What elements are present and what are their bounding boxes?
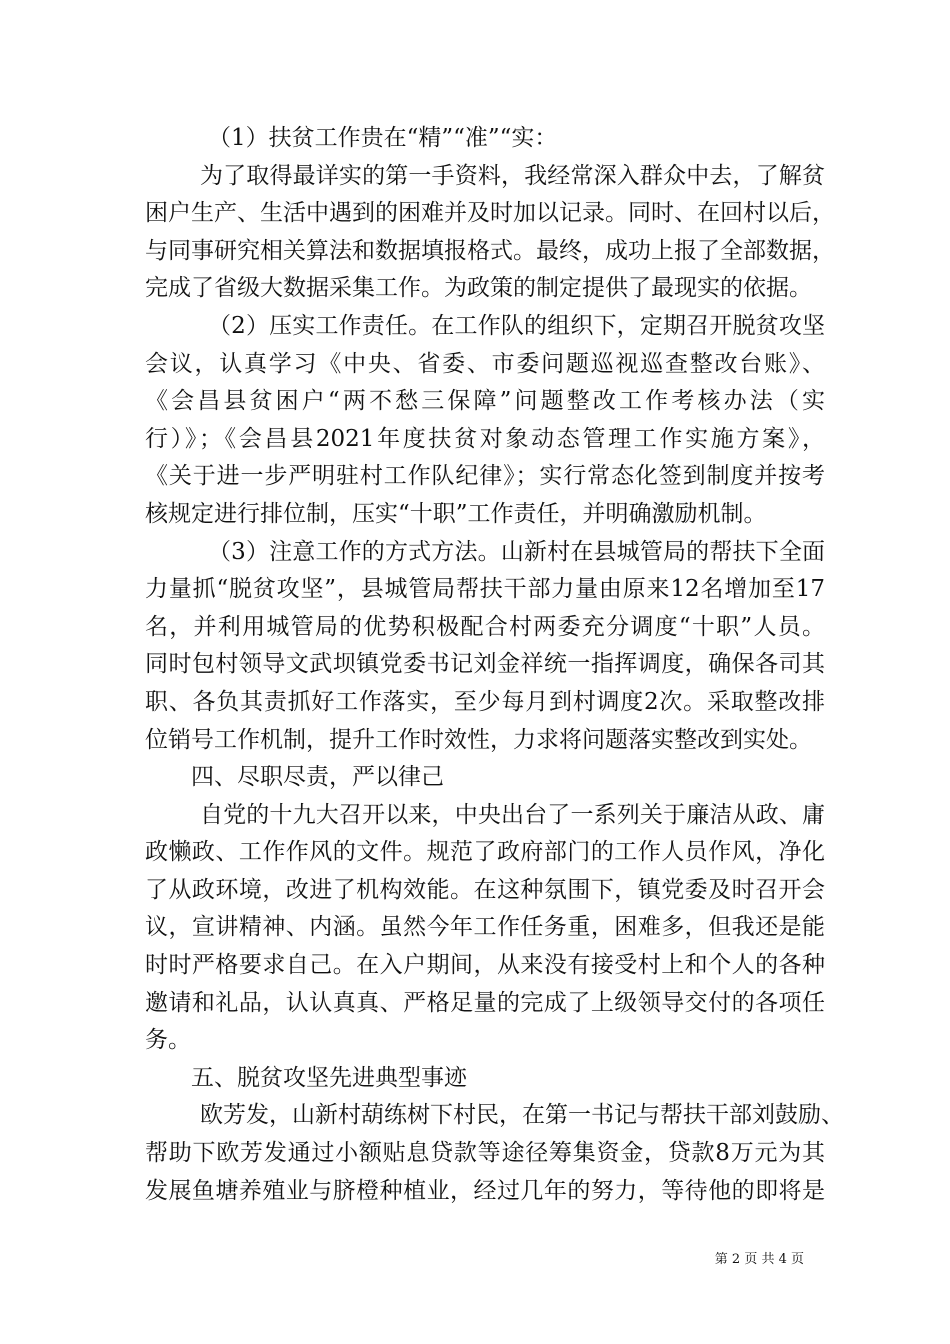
paragraph-line: （2）压实工作责任。在工作队的组织下，定期召开脱贫攻坚 <box>208 312 825 339</box>
paragraph-line: 为了取得最详实的第一手资料，我经常深入群众中去，了解贫 <box>200 162 825 189</box>
paragraph-line: 邀请和礼品，认认真真、严格足量的完成了上级领导交付的各项任 <box>145 989 825 1016</box>
paragraph-line: （3）注意工作的方式方法。山新村在县城管局的帮扶下全面 <box>208 538 825 565</box>
paragraph-line: 完成了省级大数据采集工作。为政策的制定提供了最现实的依据。 <box>145 275 812 302</box>
paragraph-line: 职、各负其责抓好工作落实，至少每月到村调度2次。采取整改排 <box>145 688 825 715</box>
paragraph-line: 困户生产、生活中遇到的困难并及时加以记录。同时、在回村以后， <box>145 200 835 227</box>
subsection-heading: （1）扶贫工作贵在“精”“准”“实： <box>208 125 558 151</box>
paragraph-line: 会议，认真学习《中央、省委、市委问题巡视巡查整改台账》、 <box>145 350 825 377</box>
paragraph-line: 行）》；《会昌县2021年度扶贫对象动态管理工作实施方案》， <box>145 425 825 452</box>
paragraph-line: 力量抓“脱贫攻坚”，县城管局帮扶干部力量由原来12名增加至17 <box>145 576 825 603</box>
paragraph-line: 《关于进一步严明驻村工作队纪律》；实行常态化签到制度并按考 <box>145 463 825 490</box>
paragraph-line: 位销号工作机制，提升工作时效性，力求将问题落实整改到实处。 <box>145 726 812 753</box>
document-body <box>145 120 844 1210</box>
paragraph-line: 政懒政、工作作风的文件。规范了政府部门的工作人员作风，净化 <box>145 839 825 866</box>
paragraph-line: 名，并利用城管局的优势积极配合村两委充分调度“十职”人员。 <box>145 613 825 640</box>
paragraph-line: 自党的十九大召开以来，中央出台了一系列关于廉洁从政、庸 <box>200 801 825 828</box>
paragraph-line: 时时严格要求自己。在入户期间，从来没有接受村上和个人的各种 <box>145 952 825 979</box>
paragraph-line: 发展鱼塘养殖业与脐橙种植业，经过几年的努力，等待他的即将是 <box>145 1177 825 1204</box>
paragraph-line: 务。 <box>145 1027 191 1054</box>
section-heading: 五、脱贫攻坚先进典型事迹 <box>191 1064 467 1091</box>
paragraph-line: 与同事研究相关算法和数据填报格式。最终，成功上报了全部数据， <box>145 237 835 264</box>
paragraph-line: 核规定进行排位制，压实“十职”工作责任，并明确激励机制。 <box>145 500 767 527</box>
paragraph-line: 帮助下欧芳发通过小额贴息贷款等途径筹集资金，贷款8万元为其 <box>145 1140 825 1167</box>
paragraph-line: 议，宣讲精神、内涵。虽然今年工作任务重，困难多，但我还是能 <box>145 914 825 941</box>
paragraph-line: 同时包村领导文武坝镇党委书记刘金祥统一指挥调度，确保各司其 <box>145 651 825 678</box>
section-heading: 四、尽职尽责，严以律己 <box>191 764 444 791</box>
page-number: 第 2 页 共 4 页 <box>714 1252 804 1267</box>
paragraph-line: 欧芳发，山新村葫练树下村民，在第一书记与帮扶干部刘鼓励、 <box>200 1102 844 1129</box>
paragraph-line: 《会昌县贫困户“两不愁三保障”问题整改工作考核办法（实 <box>145 388 825 415</box>
paragraph-line: 了从政环境，改进了机构效能。在这种氛围下，镇党委及时召开会 <box>145 876 825 903</box>
